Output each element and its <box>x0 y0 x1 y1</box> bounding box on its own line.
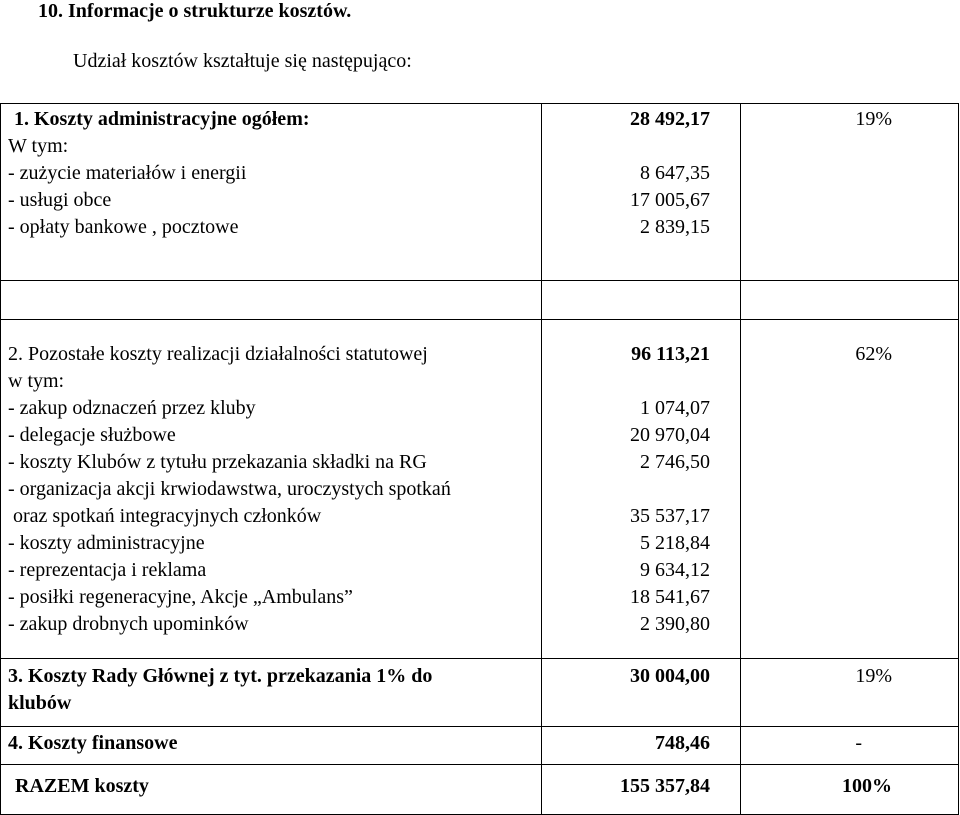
summary-row <box>1 765 959 815</box>
summary-amount-cell <box>542 765 741 815</box>
section-title-continued: klubów <box>8 692 72 714</box>
section-percent: 19% <box>855 665 892 687</box>
item-label: - delegacje służbowe <box>8 424 176 446</box>
item-value: 2 746,50 <box>640 451 710 473</box>
intro-text: Udział kosztów kształtuje się następująco: <box>73 50 412 72</box>
item-label: - koszty administracyjne <box>8 532 205 554</box>
description-cell <box>1 320 542 659</box>
item-label: - zakup odznaczeń przez kluby <box>8 397 256 419</box>
section-title: 3. Koszty Rady Głównej z tyt. przekazania 1% do <box>8 665 433 687</box>
item-value: 2 390,80 <box>640 613 710 635</box>
item-label: - zakup drobnych upominków <box>8 613 249 635</box>
description-cell <box>1 659 542 727</box>
item-label: - posiłki regeneracyjne, Akcje „Ambulans” <box>8 586 353 608</box>
item-value: 1 074,07 <box>640 397 710 419</box>
empty-cell <box>741 281 959 320</box>
description-cell <box>1 727 542 765</box>
empty-cell <box>542 281 741 320</box>
section-subtitle: w tym: <box>8 370 65 392</box>
item-label: oraz spotkań integracyjnych członków <box>8 505 322 527</box>
description-cell <box>1 104 542 281</box>
item-value: 17 005,67 <box>630 189 710 211</box>
item-value: 9 634,12 <box>640 559 710 581</box>
empty-row <box>1 281 959 320</box>
percent-cell <box>741 727 959 765</box>
table-row <box>1 659 959 727</box>
section-title: 4. Koszty finansowe <box>8 732 178 754</box>
summary-total: 155 357,84 <box>620 775 710 797</box>
section-percent: - <box>855 732 862 754</box>
section-total: 28 492,17 <box>630 108 710 130</box>
item-label: - organizacja akcji krwiodawstwa, uroczystych spotkań <box>8 478 451 500</box>
item-value: 18 541,67 <box>630 586 710 608</box>
section-total: 748,46 <box>655 732 710 754</box>
percent-cell <box>741 320 959 659</box>
amount-cell <box>542 659 741 727</box>
amount-cell <box>542 727 741 765</box>
section-percent: 62% <box>855 343 892 365</box>
table-row <box>1 727 959 765</box>
summary-label-cell <box>1 765 542 815</box>
section-heading: 10. Informacje o strukturze kosztów. <box>38 0 352 22</box>
item-value: 5 218,84 <box>640 532 710 554</box>
item-label: - zużycie materiałów i energii <box>8 162 247 184</box>
item-value: 35 537,17 <box>630 505 710 527</box>
table-row <box>1 320 959 659</box>
item-value: 20 970,04 <box>630 424 710 446</box>
section-subtitle: W tym: <box>8 135 69 157</box>
summary-label: RAZEM koszty <box>15 775 149 797</box>
section-percent: 19% <box>855 108 892 130</box>
amount-cell <box>542 320 741 659</box>
item-label: - opłaty bankowe , pocztowe <box>8 216 239 238</box>
item-label: - reprezentacja i reklama <box>8 559 207 581</box>
table-row <box>1 104 959 281</box>
percent-cell <box>741 104 959 281</box>
empty-cell <box>1 281 542 320</box>
percent-cell <box>741 659 959 727</box>
amount-cell <box>542 104 741 281</box>
section-total: 30 004,00 <box>630 665 710 687</box>
summary-percent: 100% <box>842 775 892 797</box>
cost-structure-table <box>0 103 959 815</box>
item-value: 8 647,35 <box>640 162 710 184</box>
summary-percent-cell <box>741 765 959 815</box>
section-title: 1. Koszty administracyjne ogółem: <box>14 108 310 130</box>
item-label: - koszty Klubów z tytułu przekazania składki na RG <box>8 451 427 473</box>
item-value: 2 839,15 <box>640 216 710 238</box>
section-total: 96 113,21 <box>631 343 710 365</box>
section-title: 2. Pozostałe koszty realizacji działalności statutowej <box>8 343 428 365</box>
item-label: - usługi obce <box>8 189 112 211</box>
